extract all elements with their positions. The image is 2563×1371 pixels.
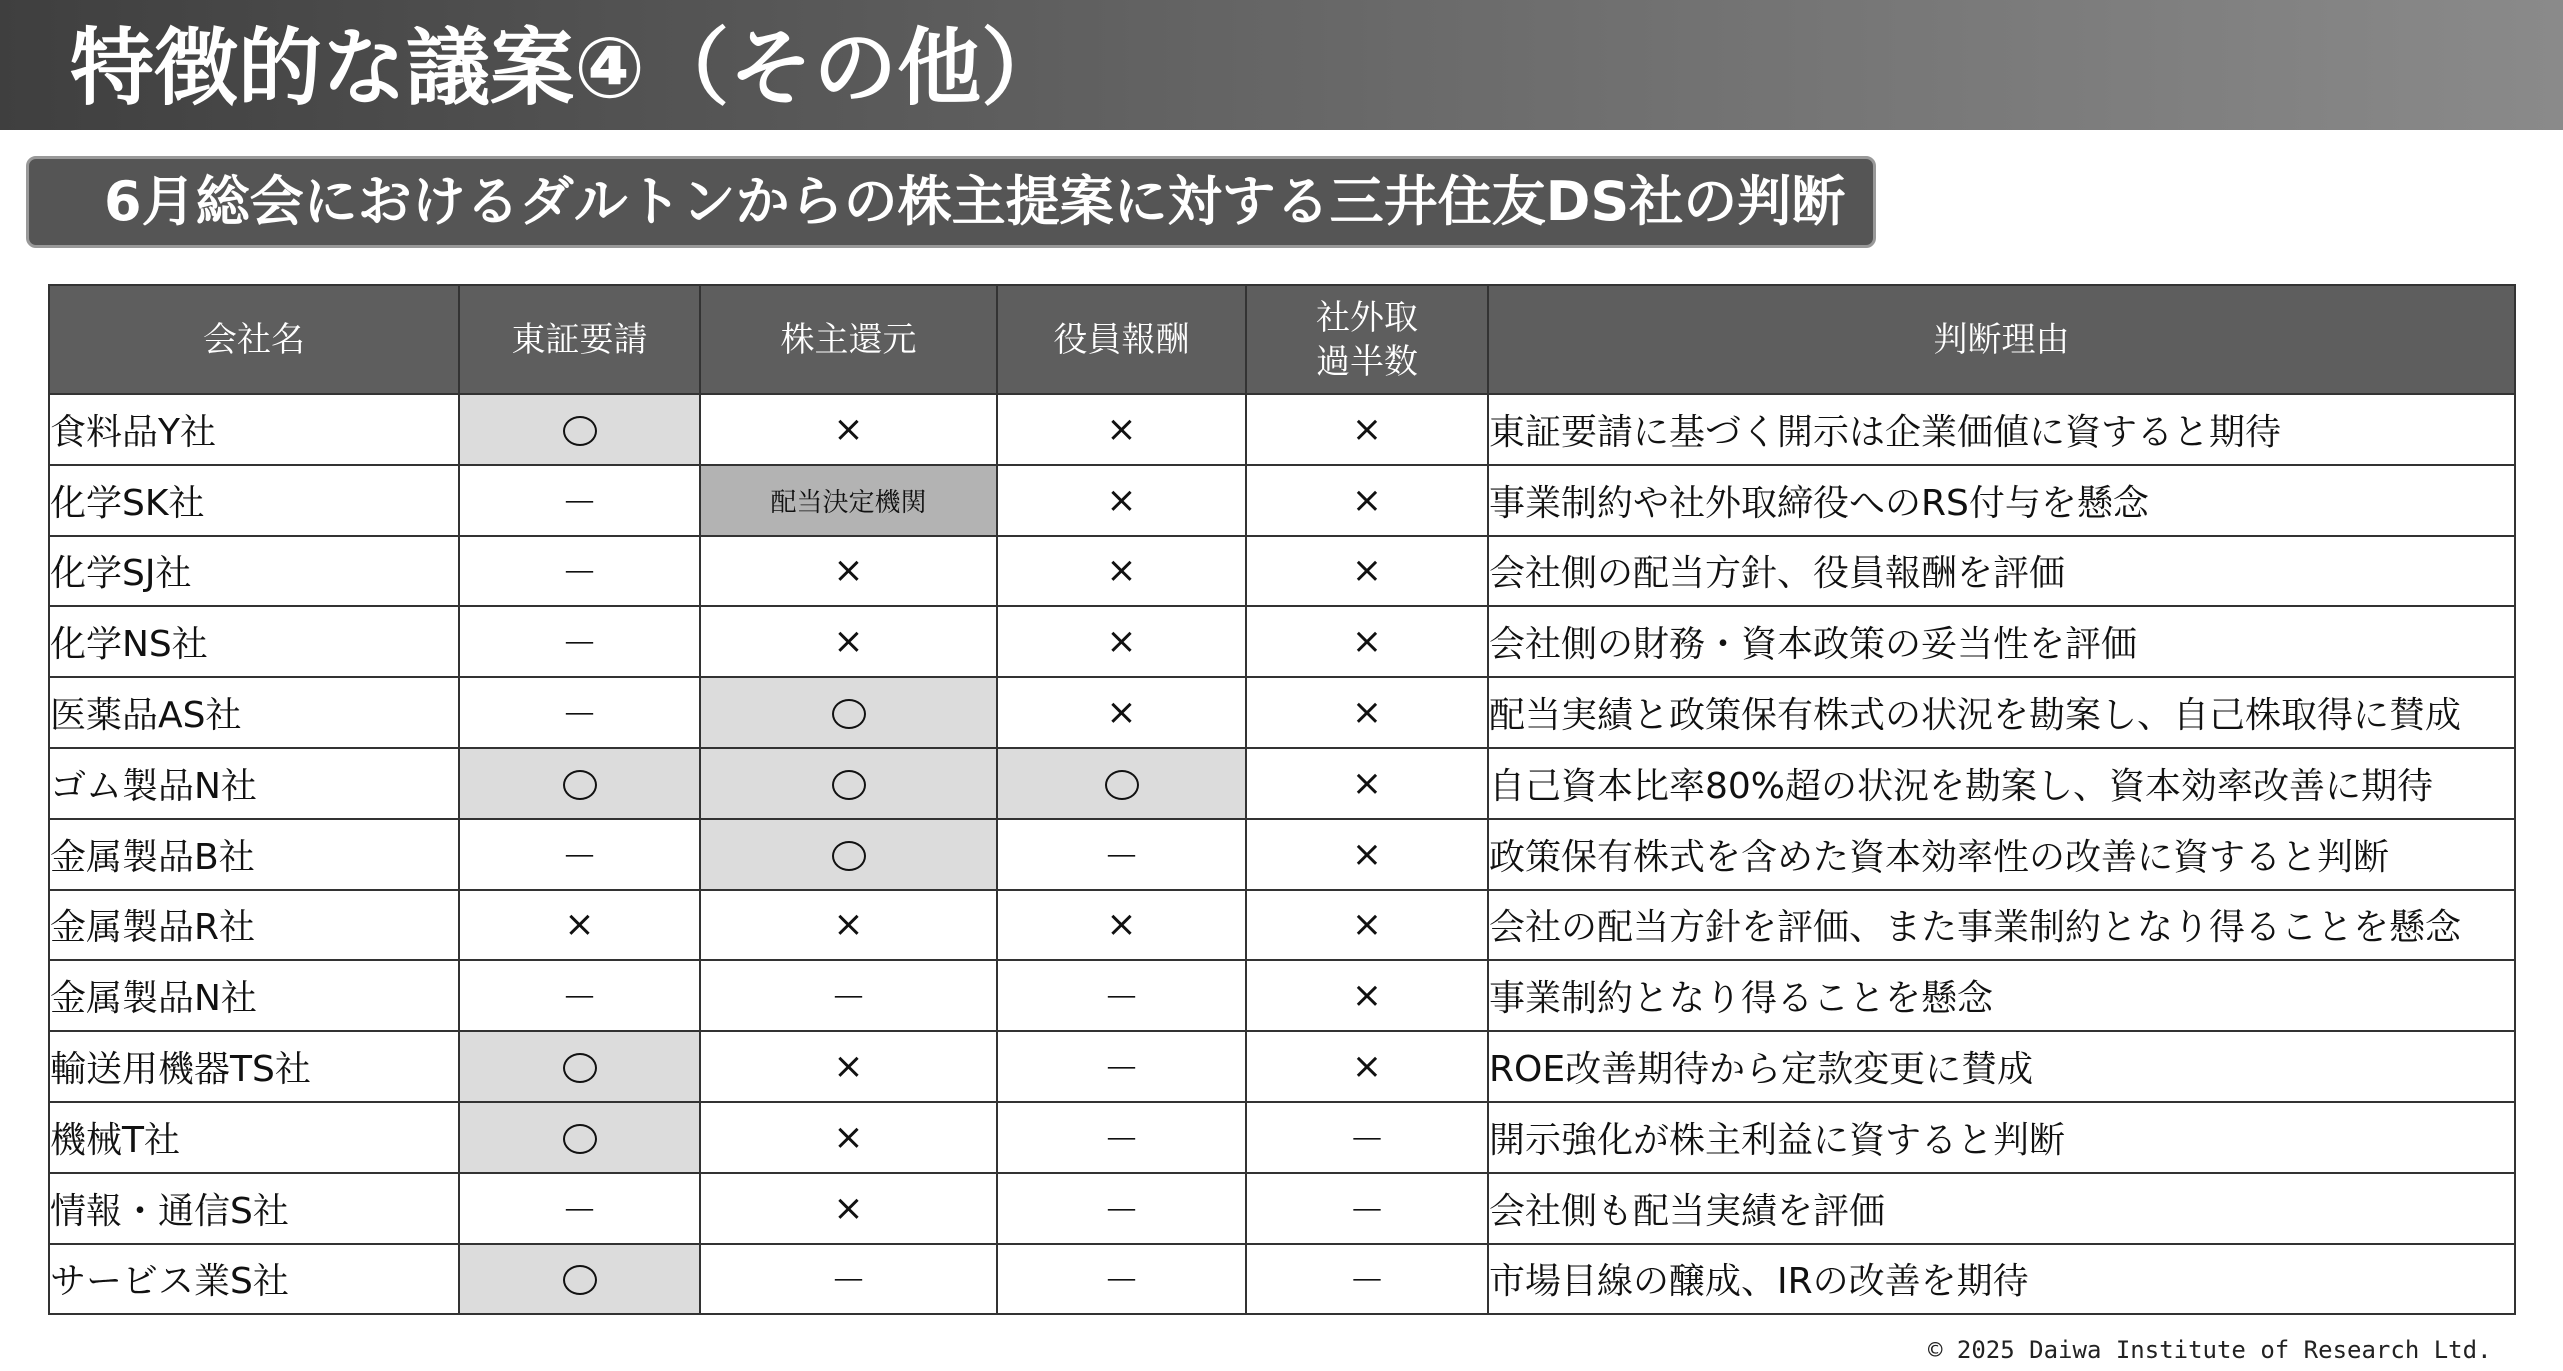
approve-circle-icon [563,1124,597,1154]
header-outside-majority: 社外取 過半数 [1246,285,1488,394]
reason-cell: 開示強化が株主利益に資すると判断 [1488,1102,2515,1173]
reason-cell: 事業制約となり得ることを懸念 [1488,960,2515,1031]
table-row [49,606,2515,677]
shareholder-return-cell: － [700,960,997,1031]
reason-cell: 東証要請に基づく開示は企業価値に資すると期待 [1488,394,2515,465]
decision-table [48,284,2516,1315]
tse-cell [459,1031,700,1102]
approve-circle-icon [832,770,866,800]
shareholder-return-cell: × [700,606,997,677]
table-row [49,748,2515,819]
outside-majority-cell: × [1246,465,1488,536]
reason-cell: 政策保有株式を含めた資本効率性の改善に資すると判断 [1488,819,2515,890]
exec-comp-cell: － [997,1031,1246,1102]
outside-majority-cell: × [1246,394,1488,465]
table-body [49,394,2515,1314]
exec-comp-cell: × [997,465,1246,536]
exec-comp-cell: － [997,960,1246,1031]
shareholder-return-cell: － [700,1244,997,1315]
outside-majority-cell: － [1246,1173,1488,1244]
reason-cell: 市場目線の醸成、IRの改善を期待 [1488,1244,2515,1315]
company-name-cell: 化学SK社 [49,465,459,536]
table-row [49,394,2515,465]
shareholder-return-cell: 配当決定機関 [700,465,997,536]
tse-cell: － [459,465,700,536]
approve-circle-icon [832,841,866,871]
outside-majority-cell: × [1246,1031,1488,1102]
tse-cell [459,1102,700,1173]
tse-cell: × [459,890,700,961]
tse-cell: － [459,677,700,748]
reason-cell: 会社側の配当方針、役員報酬を評価 [1488,536,2515,607]
shareholder-return-cell: × [700,536,997,607]
outside-majority-cell: × [1246,748,1488,819]
copyright: © 2025 Daiwa Institute of Research Ltd. [1928,1336,2492,1364]
exec-comp-cell: × [997,536,1246,607]
reason-cell: 自己資本比率80%超の状況を勘案し、資本効率改善に期待 [1488,748,2515,819]
company-name-cell: 情報・通信S社 [49,1173,459,1244]
approve-circle-icon [563,770,597,800]
approve-circle-icon [832,699,866,729]
exec-comp-cell: － [997,1244,1246,1315]
tse-cell [459,394,700,465]
subtitle-box [26,156,1876,248]
exec-comp-cell [997,748,1246,819]
tse-cell: － [459,1173,700,1244]
header-company: 会社名 [49,285,459,394]
outside-majority-cell: × [1246,890,1488,961]
header-reason: 判断理由 [1488,285,2515,394]
exec-comp-cell: × [997,394,1246,465]
shareholder-return-cell [700,677,997,748]
reason-cell: 会社側の財務・資本政策の妥当性を評価 [1488,606,2515,677]
shareholder-return-cell: × [700,1031,997,1102]
shareholder-return-cell: × [700,890,997,961]
approve-circle-icon [563,416,597,446]
outside-majority-cell: × [1246,819,1488,890]
exec-comp-cell: × [997,890,1246,961]
table-row [49,677,2515,748]
approve-circle-icon [563,1265,597,1295]
company-name-cell: サービス業S社 [49,1244,459,1315]
outside-majority-cell: × [1246,960,1488,1031]
tse-cell: － [459,606,700,677]
company-name-cell: 金属製品N社 [49,960,459,1031]
tse-cell: － [459,960,700,1031]
company-name-cell: 金属製品B社 [49,819,459,890]
outside-majority-cell: － [1246,1244,1488,1315]
reason-cell: 事業制約や社外取締役へのRS付与を懸念 [1488,465,2515,536]
page-title: 特徴的な議案④（その他） [70,19,1066,117]
table-row [49,1102,2515,1173]
tse-cell [459,748,700,819]
company-name-cell: 医薬品AS社 [49,677,459,748]
table-row [49,536,2515,607]
company-name-cell: 食料品Y社 [49,394,459,465]
exec-comp-cell: － [997,1173,1246,1244]
approve-circle-icon [563,1053,597,1083]
reason-cell: 会社の配当方針を評価、また事業制約となり得ることを懸念 [1488,890,2515,961]
table-row [49,960,2515,1031]
header-shareholder-return: 株主還元 [700,285,997,394]
reason-cell: ROE改善期待から定款変更に賛成 [1488,1031,2515,1102]
header-tse-request: 東証要請 [459,285,700,394]
reason-cell: 配当実績と政策保有株式の状況を勘案し、自己株取得に賛成 [1488,677,2515,748]
table-row [49,819,2515,890]
shareholder-return-cell [700,748,997,819]
table-row [49,465,2515,536]
table-header-row [49,285,2515,394]
table-row [49,1244,2515,1315]
tse-cell [459,1244,700,1315]
exec-comp-cell: － [997,819,1246,890]
header-exec-comp: 役員報酬 [997,285,1246,394]
shareholder-return-cell: × [700,1102,997,1173]
outside-majority-cell: × [1246,677,1488,748]
table-row [49,890,2515,961]
page-subtitle: 6月総会におけるダルトンからの株主提案に対する三井住友DS社の判断 [104,170,1846,233]
title-bar [0,0,2563,130]
exec-comp-cell: × [997,606,1246,677]
approve-circle-icon [1105,770,1139,800]
shareholder-return-cell: × [700,1173,997,1244]
company-name-cell: ゴム製品N社 [49,748,459,819]
reason-cell: 会社側も配当実績を評価 [1488,1173,2515,1244]
shareholder-return-cell: × [700,394,997,465]
exec-comp-cell: × [997,677,1246,748]
tse-cell: － [459,819,700,890]
exec-comp-cell: － [997,1102,1246,1173]
outside-majority-cell: × [1246,606,1488,677]
company-name-cell: 機械T社 [49,1102,459,1173]
company-name-cell: 金属製品R社 [49,890,459,961]
table-row [49,1173,2515,1244]
tse-cell: － [459,536,700,607]
company-name-cell: 輸送用機器TS社 [49,1031,459,1102]
table-row [49,1031,2515,1102]
company-name-cell: 化学NS社 [49,606,459,677]
outside-majority-cell: － [1246,1102,1488,1173]
shareholder-return-cell [700,819,997,890]
company-name-cell: 化学SJ社 [49,536,459,607]
outside-majority-cell: × [1246,536,1488,607]
